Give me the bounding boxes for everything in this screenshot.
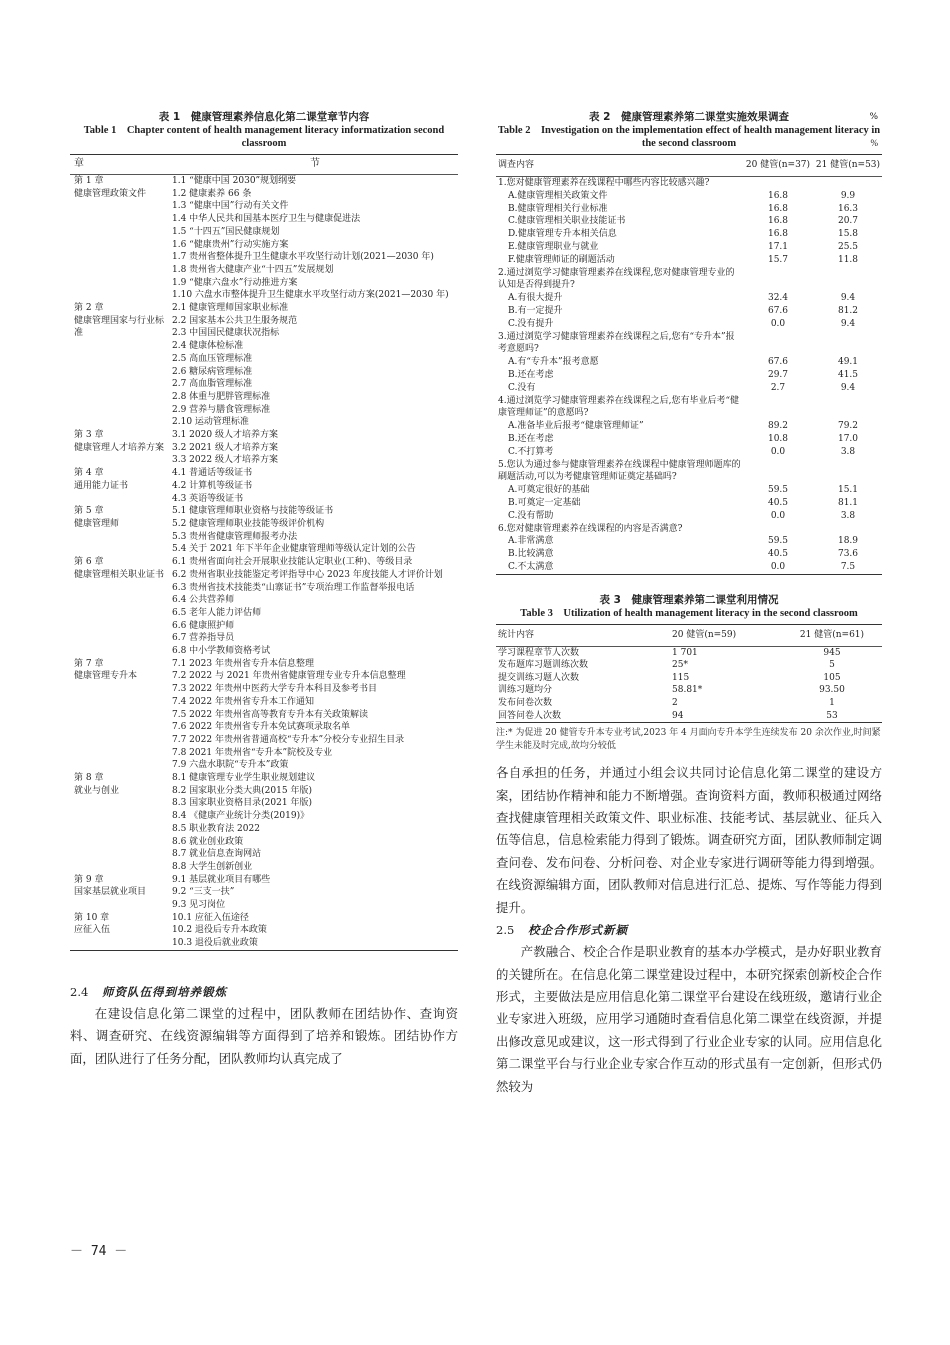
table2-value-g21: 18.9: [837, 536, 859, 547]
table2-option-label: C.没有帮助: [508, 510, 554, 521]
table1-chapter-title: 健康管理师: [74, 518, 120, 529]
table3-label: 提交训练习题人次数: [498, 672, 580, 683]
table3-value-g20: 1 701: [672, 647, 698, 658]
table2-header-content: 调查内容: [498, 160, 535, 170]
table3-row: [496, 710, 882, 723]
table3-value-g21: 53: [826, 710, 838, 721]
table2-option-row: [496, 446, 882, 459]
table1-chapter-cell: [70, 505, 172, 556]
table1-section-cell: 8.3 国家职业资格目录(2021 年版): [172, 798, 312, 809]
table1-section-cell: 8.7 就业信息查询网站: [172, 849, 262, 860]
table1-chapter-cell: [70, 302, 172, 429]
table1-chapter-title: 通用能力证书: [74, 480, 129, 491]
table1-chapter-cell: [70, 772, 172, 874]
table2-option-label: C.不太满意: [508, 561, 554, 572]
table1-section-cell: 7.6 2022 年贵州省专升本免试赛项录取名单: [172, 722, 350, 733]
table1-section-cell: 2.6 糖尿病管理标准: [172, 366, 253, 377]
table1-section-cell: 4.1 普通话等级证书: [172, 468, 253, 479]
section-2-4-heading: [70, 981, 458, 1003]
table2-value-g21: 17.0: [837, 433, 859, 444]
table1-section-cell: 3.1 2020 级人才培养方案: [172, 430, 278, 441]
table1-row: [70, 658, 458, 671]
table2-option-label: D.健康管理专升本相关信息: [508, 229, 617, 240]
table1-section-cell: 7.8 2021 年贵州省“专升本”院校及专业: [172, 747, 333, 758]
table3: [496, 624, 882, 724]
section-2-5-title: 校企合作形式新颖: [528, 923, 628, 938]
table1-section-cell: 1.6 “健康贵州”行动实施方案: [172, 239, 289, 250]
table2-value-g20: 10.8: [767, 433, 789, 444]
table1-section-cell: 5.1 健康管理师职业资格与技能等级证书: [172, 506, 334, 517]
table2-question-row: [496, 177, 882, 190]
table1-row: [70, 912, 458, 925]
table2-value-g21: 20.7: [837, 216, 859, 227]
table2-option-row: [496, 561, 882, 574]
table1-section-cell: 4.3 英语等级证书: [172, 493, 244, 504]
table2-value-g21: 81.2: [837, 305, 859, 316]
table2-question-row: [496, 331, 882, 357]
table2-value-g20: 0.0: [770, 561, 786, 572]
table2-value-g21: 7.5: [840, 561, 856, 572]
table2-header-g20: 20 健管(n=37): [745, 160, 811, 170]
table3-label: 回答问卷人次数: [498, 710, 562, 721]
table1-section-cell: 7.1 2023 年贵州省专升本信息整理: [172, 658, 314, 669]
table2-option-label: A.有很大提升: [508, 293, 563, 304]
section-2-5-number: 2.5: [496, 923, 515, 938]
table1-section-cell: 9.1 基层就业项目有哪些: [172, 874, 271, 885]
table2-option-row: [496, 510, 882, 523]
table1-row: [70, 505, 458, 518]
table2-value-g21: 16.3: [837, 203, 859, 214]
table1-section-cell: 5.3 贵州省健康管理师报考办法: [172, 531, 298, 542]
table2-value-g20: 59.5: [767, 536, 789, 547]
table2-empty-cell: [742, 395, 814, 421]
table1-chapter-title: 健康管理专升本: [74, 671, 138, 682]
table2-empty-cell: [814, 459, 882, 485]
table2-option-row: [496, 484, 882, 497]
table2-option-row: [496, 228, 882, 241]
table2-option-label: A.有“专升本”报考意愿: [508, 357, 599, 368]
table3-caption-cn: 表 3 健康管理素养第二课堂利用情况: [599, 593, 779, 606]
table1-section-cell: 1.8 贵州省大健康产业“十四五”发展规划: [172, 264, 334, 275]
table1-chapter-cell: [70, 175, 172, 303]
table1-chapter-number: 第 1 章: [74, 176, 104, 186]
table3-value-g20: 94: [672, 710, 684, 721]
table2-question-text: 3.通过浏览学习健康管理素养在线课程之后,您有“专升本”报考意愿吗?: [498, 331, 735, 355]
table2-option-row: [496, 305, 882, 318]
table1-section-cell: 3.2 2021 级人才培养方案: [172, 442, 278, 453]
table1-section-cell: 3.3 2022 级人才培养方案: [172, 455, 278, 466]
table2-value-g21: 15.1: [837, 485, 859, 496]
table3-value-g20: 115: [672, 672, 690, 683]
table2-option-label: F.健康管理师证的刷题活动: [508, 254, 615, 265]
page-number: － 74 －: [70, 1244, 128, 1259]
table1-section-cell: 9.2 “三支一扶”: [172, 887, 235, 898]
table1-chapter-cell: [70, 467, 172, 505]
table2-value-g20: 16.8: [767, 229, 789, 240]
table3-value-g21: 5: [829, 660, 835, 671]
table2-value-g21: 15.8: [837, 229, 859, 240]
section-2-5-heading: [496, 919, 882, 941]
table1-chapter-number: 第 9 章: [74, 874, 104, 885]
table2-option-label: A.健康管理相关政策文件: [508, 190, 608, 201]
table2-option-row: [496, 241, 882, 254]
table1-section-cell: 2.5 高血压管理标准: [172, 353, 253, 364]
table1-section-cell: 1.1 “健康中国 2030”规划纲要: [172, 176, 297, 186]
table3-label: 发布问卷次数: [498, 698, 553, 709]
table1-row: [70, 772, 458, 785]
table2-value-g20: 16.8: [767, 190, 789, 201]
table2-value-g21: 25.5: [837, 241, 859, 252]
table2-option-row: [496, 369, 882, 382]
table2-unit-top: %: [869, 112, 878, 122]
table1-section-cell: 8.1 健康管理专业学生职业规划建议: [172, 773, 316, 784]
table2-empty-cell: [814, 177, 882, 190]
table2-body: [496, 177, 882, 575]
table1-section-cell: 2.7 高血脂管理标准: [172, 379, 253, 390]
table1-chapter-cell: [70, 556, 172, 658]
table1-caption-en: Table 1 Chapter content of health management literacy informatization second classroom: [83, 125, 445, 149]
table2-caption-cn-text: 表 2 健康管理素养第二课堂实施效果调查: [589, 111, 789, 123]
table2-value-g21: 3.8: [840, 510, 856, 521]
table2-question-row: [496, 459, 882, 485]
table2-empty-cell: [814, 267, 882, 293]
table1-section-cell: 1.5 “十四五”国民健康规划: [172, 226, 280, 237]
table2-option-row: [496, 254, 882, 267]
table1-section-cell: 7.7 2022 年贵州省普通高校“专升本”分校分专业招生目录: [172, 734, 405, 745]
section-2-4-title: 师资队伍得到培养锻炼: [102, 984, 227, 999]
table1-section-cell: 1.4 中华人民共和国基本医疗卫生与健康促进法: [172, 214, 361, 225]
table2-option-row: [496, 420, 882, 433]
table1-section-cell: 8.4 《健康产业统计分类(2019)》: [172, 811, 310, 822]
table2-value-g20: 0.0: [770, 318, 786, 329]
table2-option-row: [496, 190, 882, 203]
table1-chapter-title: 健康管理国家与行业标准: [74, 315, 165, 339]
table1-header-chapter: 章: [74, 158, 84, 169]
table2-value-g20: 40.5: [767, 497, 789, 508]
table1-caption-cn: 表 1 健康管理素养信息化第二课堂章节内容: [158, 111, 370, 123]
table2-empty-cell: [814, 523, 882, 536]
table2-option-label: B.可奠定一定基础: [508, 497, 581, 508]
table3-row: [496, 684, 882, 697]
table1-section-cell: 2.10 运动管理标准: [172, 417, 249, 428]
table2-question-row: [496, 267, 882, 293]
table2-option-row: [496, 382, 882, 395]
table2-empty-cell: [742, 523, 814, 536]
table3-label: 发布题库习题训练次数: [498, 660, 589, 671]
table2-value-g20: 32.4: [767, 293, 789, 304]
table3-value-g21: 945: [823, 647, 841, 658]
table3-note: 注:* 为促进 20 健管专升本专业考试,2023 年 4 月面向专升本学生连续发布 20 余次作业,时间紧学生未能及时完成,故均分较低: [496, 728, 881, 751]
table1-chapter-number: 第 3 章: [74, 430, 104, 441]
table3-value-g21: 105: [823, 672, 841, 683]
table2-value-g21: 41.5: [837, 369, 859, 380]
table1-section-cell: 6.2 贵州省职业技能鉴定考评指导中心 2023 年度技能人才评价计划: [172, 569, 443, 580]
right-paragraph-2: 产教融合、校企合作是职业教育的基本办学模式，是办好职业教育的关键所在。在信息化第二课堂建设过程中，本研究探索创新校企合作形式，主要做法是应用信息化第二课堂平台建设在线班级，邀请行业企业专家进入班级，应用学习通随时查看信息化第二课堂在线资源，并提出修改意见或建议，这一形式得到了行业企业专家的认同。应用信息化第二课堂平台与行业企业专家合作互动的形式虽有一定创新，但形式仍然较为: [496, 944, 882, 1094]
table1-chapter-number: 第 7 章: [74, 658, 104, 669]
table3-row: [496, 659, 882, 672]
table1-section-cell: 10.1 应征入伍途径: [172, 912, 249, 923]
table1-row: [70, 467, 458, 480]
table1-chapter-number: 第 6 章: [74, 557, 104, 568]
table1-chapter-number: 第 5 章: [74, 506, 104, 517]
table1-section-cell: 1.7 贵州省整体提升卫生健康水平攻坚行动计划(2021—2030 年): [172, 252, 434, 263]
table1-section-cell: 2.8 体重与肥胖管理标准: [172, 391, 271, 402]
table1-section-cell: 8.6 就业创业政策: [172, 836, 244, 847]
table1-section-cell: 8.8 大学生创新创业: [172, 861, 253, 872]
table1-section-cell: 8.2 国家职业分类大典(2015 年版): [172, 785, 312, 796]
table2-value-g21: 9.4: [840, 382, 856, 393]
table2-value-g20: 15.7: [767, 254, 789, 265]
table1-section-cell: 7.3 2022 年贵州中医药大学专升本科目及参考书目: [172, 684, 377, 695]
table1-section-cell: 5.4 关于 2021 年下半年企业健康管理师等级认定计划的公告: [172, 544, 416, 555]
table3-header-g20: 20 健管(n=59): [672, 629, 737, 640]
table2-option-label: C.没有提升: [508, 318, 554, 329]
table2-value-g20: 16.8: [767, 216, 789, 227]
table2-value-g21: 9.9: [840, 190, 856, 201]
table2-option-label: C.不打算考: [508, 446, 554, 457]
table1-chapter-number: 第 4 章: [74, 468, 104, 479]
table1-row: [70, 429, 458, 442]
table3-value-g20: 2: [672, 698, 678, 709]
table1-section-cell: 6.5 老年人能力评估师: [172, 607, 262, 618]
table1-section-cell: 2.1 健康管理师国家职业标准: [172, 303, 289, 314]
table1-chapter-number: 第 10 章: [74, 912, 110, 923]
table3-value-g21: 93.50: [819, 685, 845, 696]
table2-option-row: [496, 356, 882, 369]
table2-empty-cell: [742, 459, 814, 485]
table1-chapter-title: 国家基层就业项目: [74, 887, 147, 898]
table2-empty-cell: [814, 331, 882, 357]
table2-value-g21: 9.4: [840, 318, 856, 329]
table2-option-row: [496, 203, 882, 216]
table1-section-cell: 7.4 2022 年贵州省专升本工作通知: [172, 696, 314, 707]
table1-section-cell: 2.3 中国国民健康状况指标: [172, 328, 280, 339]
right-body-text: [496, 762, 882, 1098]
table2-value-g20: 17.1: [767, 241, 789, 252]
table1-chapter-number: 第 8 章: [74, 773, 104, 784]
table2-question-text: 1.您对健康管理素养在线课程中哪些内容比较感兴趣?: [498, 178, 710, 188]
table2-value-g21: 11.8: [837, 254, 859, 265]
table1-section-cell: 4.2 计算机等级证书: [172, 480, 253, 491]
table2-option-label: A.非常满意: [508, 536, 554, 547]
table1-section-cell: 2.2 国家基本公共卫生服务规范: [172, 315, 298, 326]
table1-chapter-cell: [70, 429, 172, 467]
table1-chapter-title: 健康管理人才培养方案: [74, 442, 165, 453]
table1-section-cell: 7.2 2022 与 2021 年贵州省健康管理专业专升本信息整理: [172, 671, 406, 682]
table3-caption-en: Table 3 Utilization of health management literacy in the second classroom: [520, 607, 858, 619]
table2-empty-cell: [814, 395, 882, 421]
table1-section-cell: 10.2 退役后专升本政策: [172, 925, 267, 936]
table1-chapter-number: 第 2 章: [74, 303, 104, 314]
table3-value-g20: 25*: [672, 660, 688, 671]
table1-row: [70, 175, 458, 188]
table2-option-row: [496, 215, 882, 228]
table1-body: [70, 175, 458, 951]
table1: [70, 154, 458, 951]
table3-row: [496, 697, 882, 710]
table2-question-row: [496, 395, 882, 421]
table2-option-row: [496, 535, 882, 548]
table1-section-cell: 2.9 营养与膳食管理标准: [172, 404, 271, 415]
table2-value-g20: 40.5: [767, 549, 789, 560]
table3-value-g21: 1: [829, 698, 835, 709]
table2-option-label: B.有一定提升: [508, 305, 563, 316]
table1-section-cell: 7.5 2022 年贵州省高等教育专升本有关政策解读: [172, 709, 368, 720]
table1-section-cell: 6.8 中小学教师资格考试: [172, 646, 271, 657]
table1-chapter-title: 就业与创业: [74, 785, 120, 796]
table1-chapter-cell: [70, 874, 172, 912]
table2-caption-en: [496, 124, 882, 150]
table3-row: [496, 672, 882, 685]
table2-value-g20: 2.7: [770, 382, 786, 393]
table2-value-g21: 9.4: [840, 293, 856, 304]
table2-value-g20: 16.8: [767, 203, 789, 214]
table3-header-content: 统计内容: [498, 629, 535, 640]
table1-section-cell: 9.3 见习岗位: [172, 900, 226, 911]
table3-body: [496, 646, 882, 723]
table3-row: [496, 646, 882, 659]
table2-value-g20: 59.5: [767, 485, 789, 496]
table1-section-cell: 6.6 健康照护师: [172, 620, 235, 631]
table1-chapter-title: 健康管理政策文件: [74, 188, 147, 199]
table1-section-cell: 8.5 职业教育法 2022: [172, 823, 260, 834]
table2-value-g21: 49.1: [837, 357, 859, 368]
table2-option-row: [496, 548, 882, 561]
table1-section-cell: 2.4 健康体检标准: [172, 341, 244, 352]
table1-section-cell: 6.4 公共营养师: [172, 595, 235, 606]
table2-option-label: B.还在考虑: [508, 433, 554, 444]
table1-section-cell: 1.10 六盘水市整体提升卫生健康水平攻坚行动方案(2021—2030 年): [172, 290, 449, 301]
right-column: [496, 110, 882, 1098]
table3-label: 学习课程章节人次数: [498, 647, 580, 658]
table2-question-text: 6.您对健康管理素养在线课程的内容是否满意?: [498, 523, 683, 534]
table2-option-label: A.准备毕业后报考“健康管理师证”: [508, 421, 644, 432]
table2-value-g20: 0.0: [770, 446, 786, 457]
table2-value-g21: 73.6: [837, 549, 859, 560]
table1-section-cell: 7.9 六盘水职院“专升本”政策: [172, 760, 289, 771]
table1-chapter-title: 应征入伍: [74, 925, 111, 936]
table2-unit-bottom: %: [870, 138, 878, 148]
table2-value-g20: 67.6: [767, 357, 789, 368]
table2-empty-cell: [742, 331, 814, 357]
table2-option-label: B.健康管理相关行业标准: [508, 203, 608, 214]
table2-value-g20: 67.6: [767, 305, 789, 316]
table2-option-label: E.健康管理职业与就业: [508, 241, 599, 252]
table1-section-cell: 1.9 “健康六盘水”行动推进方案: [172, 277, 298, 288]
table1-header-section: 节: [310, 158, 320, 169]
table1-section-cell: 5.2 健康管理师职业技能等级评价机构: [172, 518, 325, 529]
table2-question-text: 5.您认为通过参与健康管理素养在线课程中健康管理师题库的刷题活动,可以为考健康管理师证奠定基础吗?: [498, 459, 741, 483]
section-2-4-number: 2.4: [70, 984, 89, 999]
table2-empty-cell: [742, 177, 814, 190]
table2-caption-en-text: Table 2 Investigation on the implementation effect of health management literacy in the second classroom: [497, 125, 881, 149]
table1-chapter-title: 健康管理相关职业证书: [74, 569, 165, 580]
table2-option-row: [496, 318, 882, 331]
table1-chapter-cell: [70, 912, 172, 951]
table2-option-label: A.可奠定很好的基础: [508, 485, 590, 496]
table2-value-g21: 3.8: [840, 446, 856, 457]
right-paragraph-1: 各自承担的任务，并通过小组会议共同讨论信息化第二课堂的建设方案，团结协作精神和能力不断增强。查询资料方面，教师积极通过网络查找健康管理相关政策文件、职业标准、技能考试、基层就业、征兵入伍等信息，信息检索能力得到了锻炼。调查研究方面，团队教师制定调查问卷、发布问卷、分析问卷、对企业专家进行调研等能力得到增强。在线资源编辑方面，团队教师对信息进行汇总、提炼、写作等能力得到提升。: [496, 765, 882, 915]
table1-section-cell: 6.7 营养指导员: [172, 633, 235, 644]
table2-option-row: [496, 433, 882, 446]
table2-empty-cell: [742, 267, 814, 293]
table2-option-label: B.还在考虑: [508, 369, 554, 380]
table2-header-g21: 21 健管(n=53): [815, 160, 881, 170]
table2-value-g21: 81.1: [837, 497, 859, 508]
table1-row: [70, 302, 458, 315]
table2: [496, 154, 882, 575]
table1-row: [70, 874, 458, 887]
left-column: [70, 110, 458, 1070]
section-2-4-paragraph: 在建设信息化第二课堂的过程中，团队教师在团结协作、查询资料、调查研究、在线资源编辑等方面得到了培养和锻炼。团结协作方面，团队进行了任务分配，团队教师均认真完成了: [70, 1005, 458, 1066]
table2-question-text: 2.通过浏览学习健康管理素养在线课程,您对健康管理专业的认知是否得到提升?: [498, 267, 735, 291]
table1-section-cell: 1.3 “健康中国”行动有关文件: [172, 201, 289, 212]
table1-section-cell: 6.3 贵州省技术技能类“山寨证书”专项治理工作监督举报电话: [172, 582, 415, 593]
table1-section-cell: 1.2 健康素养 66 条: [172, 188, 252, 199]
table2-value-g21: 79.2: [837, 421, 859, 432]
table2-value-g20: 29.7: [767, 369, 789, 380]
table2-caption-cn: [496, 110, 882, 124]
table2-option-row: [496, 292, 882, 305]
table3-header-g21: 21 健管(n=61): [799, 629, 865, 640]
table2-option-label: B.比较满意: [508, 549, 554, 560]
table2-value-g20: 89.2: [767, 421, 789, 432]
table1-section-cell: 10.3 退役后就业政策: [172, 938, 258, 949]
table1-chapter-cell: [70, 658, 172, 772]
left-body-text: [70, 1003, 458, 1070]
table1-row: [70, 556, 458, 569]
table3-label: 训练习题均分: [498, 685, 553, 696]
table2-option-row: [496, 497, 882, 510]
table2-question-row: [496, 523, 882, 536]
table2-question-text: 4.通过浏览学习健康管理素养在线课程之后,您有毕业后考“健康管理师证”的意愿吗?: [498, 395, 740, 419]
table2-option-label: C.没有: [508, 382, 536, 393]
table2-value-g20: 0.0: [770, 510, 786, 521]
table2-option-label: C.健康管理相关职业技能证书: [508, 216, 626, 227]
table3-value-g20: 58.81*: [672, 685, 703, 696]
table1-section-cell: 6.1 贵州省面向社会开展职业技能认定职业(工种)、等级目录: [172, 557, 413, 568]
